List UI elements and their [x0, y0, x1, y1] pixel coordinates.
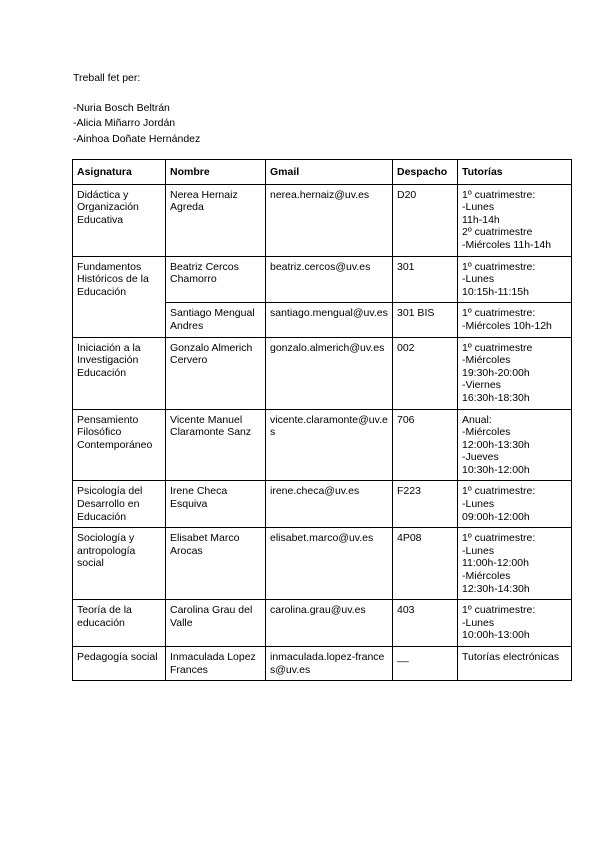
cell-asignatura: Teoría de la educación	[73, 600, 166, 647]
cell-despacho: 706	[393, 409, 458, 481]
cell-despacho: F223	[393, 481, 458, 528]
author-line: -Alicia Miñarro Jordán	[73, 117, 176, 129]
header-nombre: Nombre	[166, 160, 266, 185]
cell-nombre: Gonzalo Almerich Cervero	[166, 337, 266, 409]
cell-tutorias: 1º cuatrimestre: -Miércoles 10h-12h	[458, 303, 572, 337]
author-line: -Nuria Bosch Beltrán	[73, 101, 170, 114]
cell-asignatura: Fundamentos Históricos de la Educación	[73, 256, 166, 337]
cell-despacho: 403	[393, 600, 458, 647]
cell-asignatura: Didáctica y Organización Educativa	[73, 184, 166, 256]
table-row	[73, 337, 572, 409]
cell-asignatura: Pensamiento Filosófico Contemporáneo	[73, 409, 166, 481]
header-despacho: Despacho	[393, 160, 458, 185]
cell-despacho: 4P08	[393, 528, 458, 600]
header-asignatura: Asignatura	[73, 160, 166, 185]
intro-heading: Treball fet per:	[73, 72, 141, 84]
cell-gmail: santiago.mengual@uv.es	[266, 303, 393, 337]
cell-asignatura: Sociología y antropología social	[73, 528, 166, 600]
cell-nombre: Elisabet Marco Arocas	[166, 528, 266, 600]
cell-gmail: gonzalo.almerich@uv.es	[266, 337, 393, 409]
table-row	[73, 409, 572, 481]
cell-despacho: 301	[393, 256, 458, 303]
table-row	[73, 256, 572, 303]
header-tutorias: Tutorías	[458, 160, 572, 185]
cell-tutorias: 1º cuatrimestre: -Lunes 10:00h-13:00h	[458, 600, 572, 647]
cell-gmail: nerea.hernaiz@uv.es	[266, 184, 393, 256]
cell-despacho: 301 BIS	[393, 303, 458, 337]
table-row	[73, 481, 572, 528]
cell-tutorias: 1º cuatrimestre -Miércoles 19:30h-20:00h -Viernes 16:30h-18:30h	[458, 337, 572, 409]
tutorias-table	[72, 159, 572, 681]
cell-asignatura: Psicología del Desarrollo en Educación	[73, 481, 166, 528]
cell-despacho: 002	[393, 337, 458, 409]
table-row	[73, 647, 572, 681]
cell-nombre: Irene Checa Esquiva	[166, 481, 266, 528]
cell-nombre: Carolina Grau del Valle	[166, 600, 266, 647]
spacer	[73, 87, 200, 101]
cell-nombre: Nerea Hernaiz Agreda	[166, 184, 266, 256]
cell-tutorias: Tutorías electrónicas	[458, 647, 572, 681]
cell-tutorias: 1º cuatrimestre: -Lunes 11h-14h 2º cuatrimestre -Miércoles 11h-14h	[458, 184, 572, 256]
header-gmail: Gmail	[266, 160, 393, 185]
cell-asignatura: Pedagogía social	[73, 647, 166, 681]
table-header-row	[73, 160, 572, 185]
cell-nombre: Beatriz Cercos Chamorro	[166, 256, 266, 303]
cell-tutorias: 1º cuatrimestre: -Lunes 09:00h-12:00h	[458, 481, 572, 528]
cell-gmail: vicente.claramonte@uv.es	[266, 409, 393, 481]
cell-tutorias: 1º cuatrimestre: -Lunes 10:15h-11:15h	[458, 256, 572, 303]
author-line: -Ainhoa Doñate Hernández	[73, 132, 201, 145]
cell-asignatura: Iniciación a la Investigación Educación	[73, 337, 166, 409]
cell-gmail: elisabet.marco@uv.es	[266, 528, 393, 600]
intro-block	[73, 71, 200, 147]
table-row	[73, 184, 572, 256]
cell-tutorias: Anual: -Miércoles 12:00h-13:30h -Jueves 10:30h-12:00h	[458, 409, 572, 481]
cell-gmail: carolina.grau@uv.es	[266, 600, 393, 647]
cell-gmail: irene.checa@uv.es	[266, 481, 393, 528]
cell-nombre: Santiago Mengual Andres	[166, 303, 266, 337]
cell-despacho: __	[393, 647, 458, 681]
cell-despacho: D20	[393, 184, 458, 256]
table-row	[73, 600, 572, 647]
cell-nombre: Inmaculada Lopez Frances	[166, 647, 266, 681]
cell-nombre: Vicente Manuel Claramonte Sanz	[166, 409, 266, 481]
cell-tutorias: 1º cuatrimestre: -Lunes 11:00h-12:00h -Miércoles 12:30h-14:30h	[458, 528, 572, 600]
table-row	[73, 528, 572, 600]
cell-gmail: beatriz.cercos@uv.es	[266, 256, 393, 303]
cell-gmail: inmaculada.lopez-frances@uv.es	[266, 647, 393, 681]
